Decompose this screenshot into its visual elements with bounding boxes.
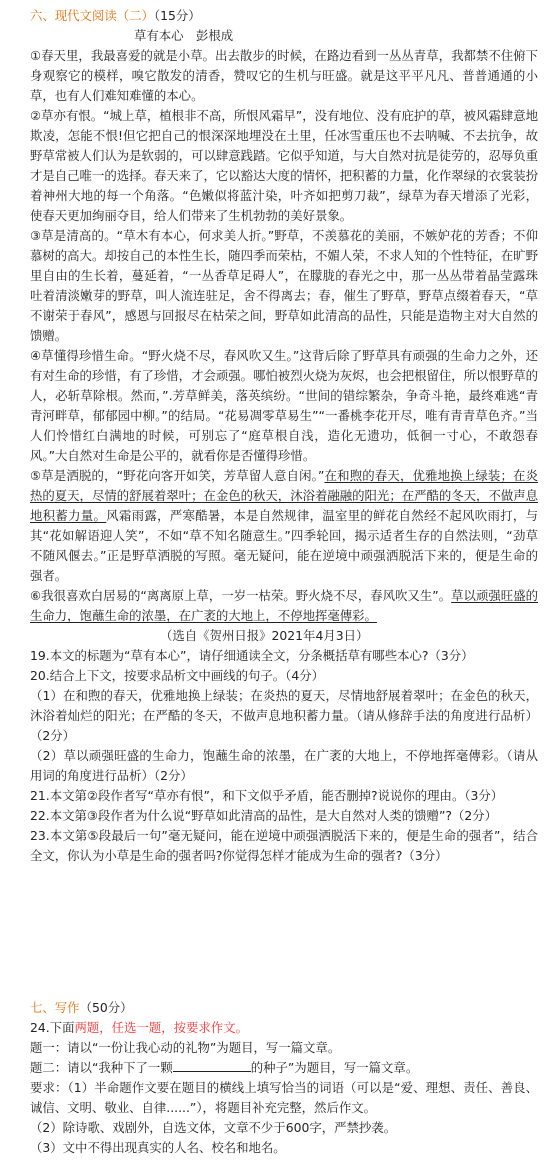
writing-topic-1: 题一：请以“一份让我心动的礼物”为题目，写一篇文章。 [30, 1040, 341, 1055]
section-6-heading [30, 6, 538, 26]
paragraph-6-intro: ⑥我很喜欢白居易的“离离原上草，一岁一枯荣。野火烧不尽，春风吹又生”。 [30, 588, 452, 603]
paragraph-5-intro: ⑤草是洒脱的，“野花向客开如笑，芳草留人意自闲。” [30, 468, 325, 483]
question-24-label: 24.下面 [30, 1020, 75, 1035]
article-title: 草有本心 彭根成 [134, 28, 234, 43]
writing-topic-2 [30, 1058, 538, 1078]
question-22: 22.本文第③段作者为什么说“野草如此清高的品性，是大自然对人类的馈赠”?（2分） [30, 808, 498, 823]
writing-requirement-2: （2）除诗歌、戏剧外，自选文体，文章不少于600字，严禁抄袭。 [30, 1120, 397, 1135]
topic-2-start: 题二：请以“我种下了一颗 [30, 1060, 173, 1075]
writing-requirement-3: （3）文中不得出现真实的人名、校名和地名。 [30, 1140, 286, 1155]
article-paragraph-1: ①春天里，我最喜爱的就是小草。出去散步的时候，在路边看到一丛丛青草，我都禁不住俯下身观察它的模样，嗅它散发的清香，赞叹它的生机与旺盛。就是这平平凡凡、普普通通的小草，也有人们难知难懂的本心。 [30, 48, 538, 103]
section-6-title: 六、现代文阅读（二） [30, 8, 154, 23]
article-paragraph-4: ④草懂得珍惜生命。“野火烧不尽，春风吹又生。”这背后除了野草具有顽强的生命力之外，还有对生命的珍惜，有了珍惜，才会顽强。哪怕被烈火烧为灰烬，也会把根留住，所以恨野草的人，必斩草除根。然而，”.芳草鲜美，落英缤纷。“世间的错综繁杂，争奇斗艳，最终难逃“青青河畔草，郁郁园中柳。”的结局。“花易凋零草易生”“一番桃李花开尽，唯有青青草色齐。”当人们怜惜红白满地的时候，可别忘了“庭草根自浅，造化无遗功，低徊一寸心，不敢怨春风。”大自然对生命是公平的，就看你是否懂得珍惜。 [30, 348, 539, 463]
question-19: 19.本文的标题为“草有本心”，请仔细通读全文，分条概括草有哪些本心?（3分） [30, 648, 474, 663]
underlined-sentence-2: 草以顽强旺盛的生命力，饱蘸生命的浓墨，在广袤的大地上，不停地挥毫傳彩。 [30, 588, 538, 623]
article-source: （选自《贺州日报》2021年4月3日） [160, 628, 369, 643]
question-20: 20.结合上下文，按要求品析文中画线的句子。（4分） [30, 668, 324, 683]
question-23: 23.本文第⑤段最后一句”毫无疑问，能在逆境中顽强洒脱活下来的，便是生命的强者”，结合全文，你认为小草是生命的强者吗?你觉得怎样才能成为生命的强者?（3分） [30, 828, 538, 863]
question-20-part-1: （1）在和煦的春天，优雅地换上绿装；在炎热的夏天，尽情地舒展着翠叶；在金色的秋天，沐浴着灿烂的阳光；在严酷的冬天，不做声息地积蓄力量。（请从修辞手法的角度进行品析）（2分） [30, 688, 538, 743]
section-7-title: 七、写作 [30, 1000, 80, 1015]
section-7-score: （50分） [79, 1000, 133, 1015]
article-paragraph-2: ②草亦有恨。“城上草，植根非不高，所恨风霜早”，没有地位、没有庇护的草，被风霜肆意地欺凌，怎能不恨!但它把自己的恨深深地埋没在土里，任冰雪重压也不去呐喊、不去抗争，故野草常被人们认为是软弱的，可以肆意践踏。它似乎知道，与大自然对抗是徒劳的，忍辱负重才是自己唯一的选择。春天来了，它以豁达大度的情怀，把积蓄的力量，化作翠绿的衣裳装扮着神州大地的每一个角落。“色嫩似将蓝汁染，叶齐如把剪刀裁”，绿草为春天增添了光彩，使春天更加绚丽夺目，给人们带来了生机勃勃的美好景象。 [30, 108, 539, 223]
article-paragraph-6 [30, 586, 538, 626]
paragraph-5-rest: 风霜雨露，严寒酷暑，本是自然规律，温室里的鲜花自然经不起风吹雨打，与其“花如解语迎人笑”，不如“草不知名随意生。”四季轮回，揭示适者生存的自然法则，“劲草不随风偃去。”正是野草洒脱的写照。毫无疑问，能在逆境中顽强洒脱活下来的，便是生命的强者。 [30, 508, 539, 583]
question-24-instruction: 两题，任选一题，按要求作文。 [74, 1020, 248, 1035]
underlined-sentence-1: 在和煦的春天，优雅地换上绿装；在炎热的夏天，尽情的舒展着翠叶；在金色的秋天，沐浴着融融的阳光；在严酷的冬天，不做声息地积蓄力量。 [30, 468, 539, 523]
spacer [30, 866, 538, 998]
question-21: 21.本文第②段作者写“草亦有恨”，和下文似乎矛盾，能否删掉?说说你的理由。（3分） [30, 788, 504, 803]
article-paragraph-5 [30, 466, 538, 586]
article-paragraph-3: ③草是清高的。“草木有本心，何求美人折。”野草，不羡慕花的美丽，不嫉妒花的芳香；不仰慕树的高大。却按自己的本性生长，随四季而荣枯，不媚人荣，不求人知的个性特征，在旷野里自由的生长着，蔓延着，“一丛香草足碍人”，在朦胧的春光之中，那一丛丛带着晶莹露珠吐着清淡嫩芽的野草，叫人流连驻足，舍不得离去；春，催生了野草，野草点缀着春天，“草不谢荣于春风”，感恩与回报尽在枯荣之间，野草如此清高的品性，只能是造物主对大自然的馈赠。 [30, 228, 539, 343]
section-7-heading [30, 998, 538, 1018]
question-24 [30, 1018, 538, 1038]
fill-in-blank [173, 1059, 251, 1072]
section-6-score: （15分） [153, 8, 201, 23]
topic-2-end: 的种子”为题目，写一篇文章。 [250, 1060, 419, 1075]
writing-requirement-1: 要求：（1）半命题作文要在题目的横线上填写恰当的词语（可以是“爱、理想、责任、善良、诚信、文明、敬业、自律......”），将题目补充完整，然后作文。 [30, 1080, 538, 1115]
question-20-part-2: （2）草以顽强旺盛的生命力，饱蘸生命的浓墨，在广袤的大地上，不停地挥毫傳彩。（请从用词的角度进行品析）（2分） [30, 748, 538, 783]
